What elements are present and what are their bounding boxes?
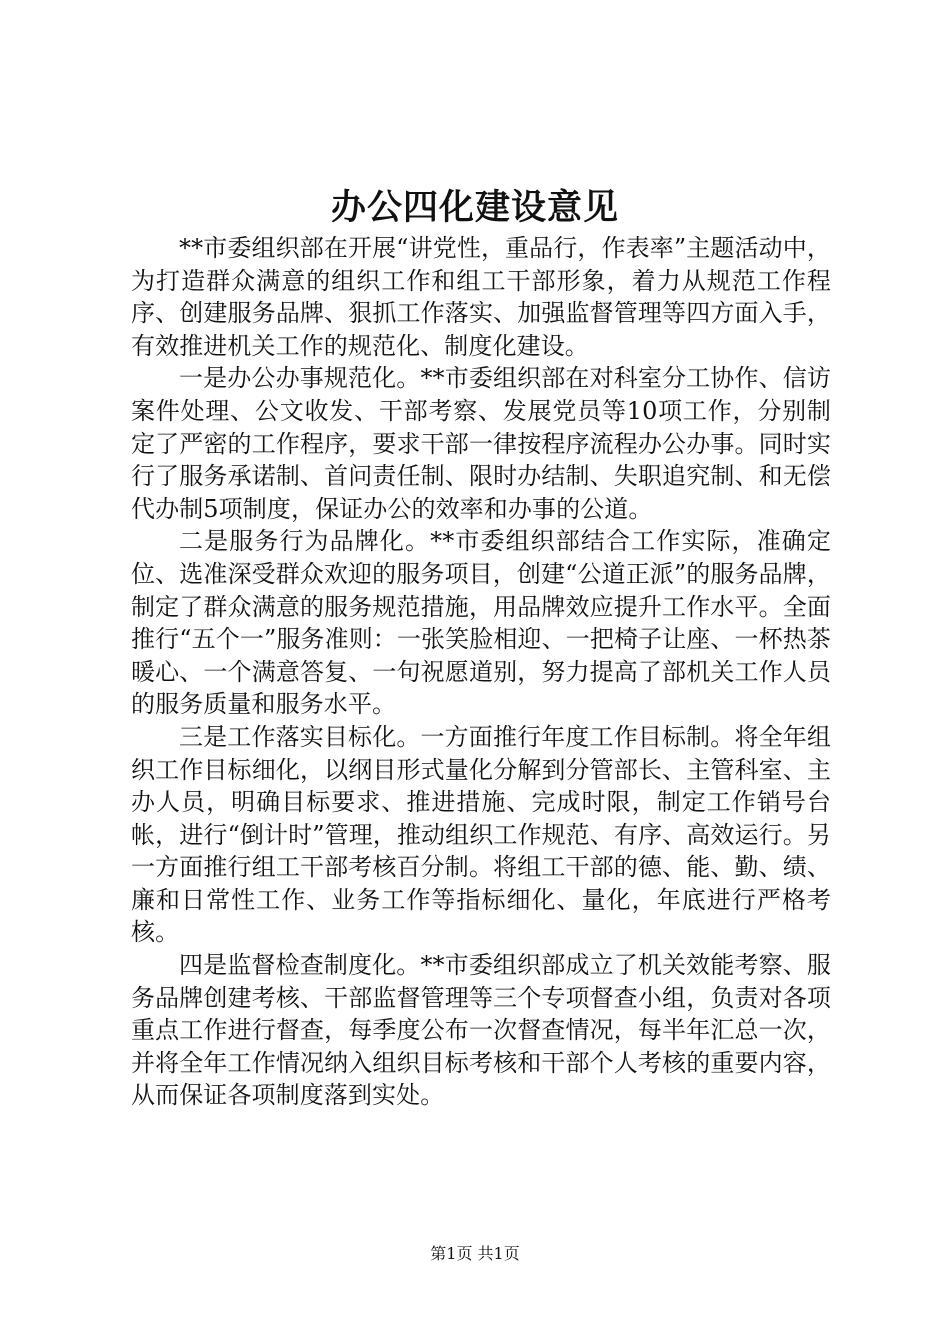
- document-title: 办公四化建设意见: [330, 187, 619, 228]
- paragraph-work-targets: 三是工作落实目标化。一方面推行年度工作目标制。将全年组织工作目标细化，以纲目形式量化分解到分管部长、主管科室、主办人员，明确目标要求、推进措施、完成时限，制定工作销号台帐，进行“倒计时”管理，推动组织工作规范、有序、高效运行。另一方面推行组工干部考核百分制。将组工干部的德、能、勤、绩、廉和日常性工作、业务工作等指标细化、量化，年底进行严格考核。: [131, 722, 831, 947]
- paragraph-service-branding: 二是服务行为品牌化。**市委组织部结合工作实际，准确定位、选准深受群众欢迎的服务项目，创建“公道正派”的服务品牌，制定了群众满意的服务规范措施，用品牌效应提升工作水平。全面推行“五个一”服务准则：一张笑脸相迎、一把椅子让座、一杯热茶暖心、一个满意答复、一句祝愿道别，努力提高了部机关工作人员的服务质量和服务水平。: [131, 527, 831, 719]
- paragraph-supervision: 四是监督检查制度化。**市委组织部成立了机关效能考察、服务品牌创建考核、干部监督管理等三个专项督查小组，负责对各项重点工作进行督查，每季度公布一次督查情况，每半年汇总一次，并将全年工作情况纳入组织目标考核和干部个人考核的重要内容，从而保证各项制度落到实处。: [131, 951, 831, 1110]
- paragraph-intro: **市委组织部在开展“讲党性，重品行，作表率”主题活动中，为打造群众满意的组织工作和组工干部形象，着力从规范工作程序、创建服务品牌、狠抓工作落实、加强监督管理等四方面入手，有效推进机关工作的规范化、制度化建设。: [131, 234, 831, 360]
- paragraph-standardization: 一是办公办事规范化。**市委组织部在对科室分工协作、信访案件处理、公文收发、干部考察、发展党员等10项工作，分别制定了严密的工作程序，要求干部一律按程序流程办公办事。同时实行了服务承诺制、首问责任制、限时办结制、失职追究制、和无偿代办制5项制度，保证办公的效率和办事的公道。: [131, 364, 831, 523]
- document-body: [131, 232, 831, 1112]
- page-footer: 第1页 共1页: [430, 1244, 520, 1263]
